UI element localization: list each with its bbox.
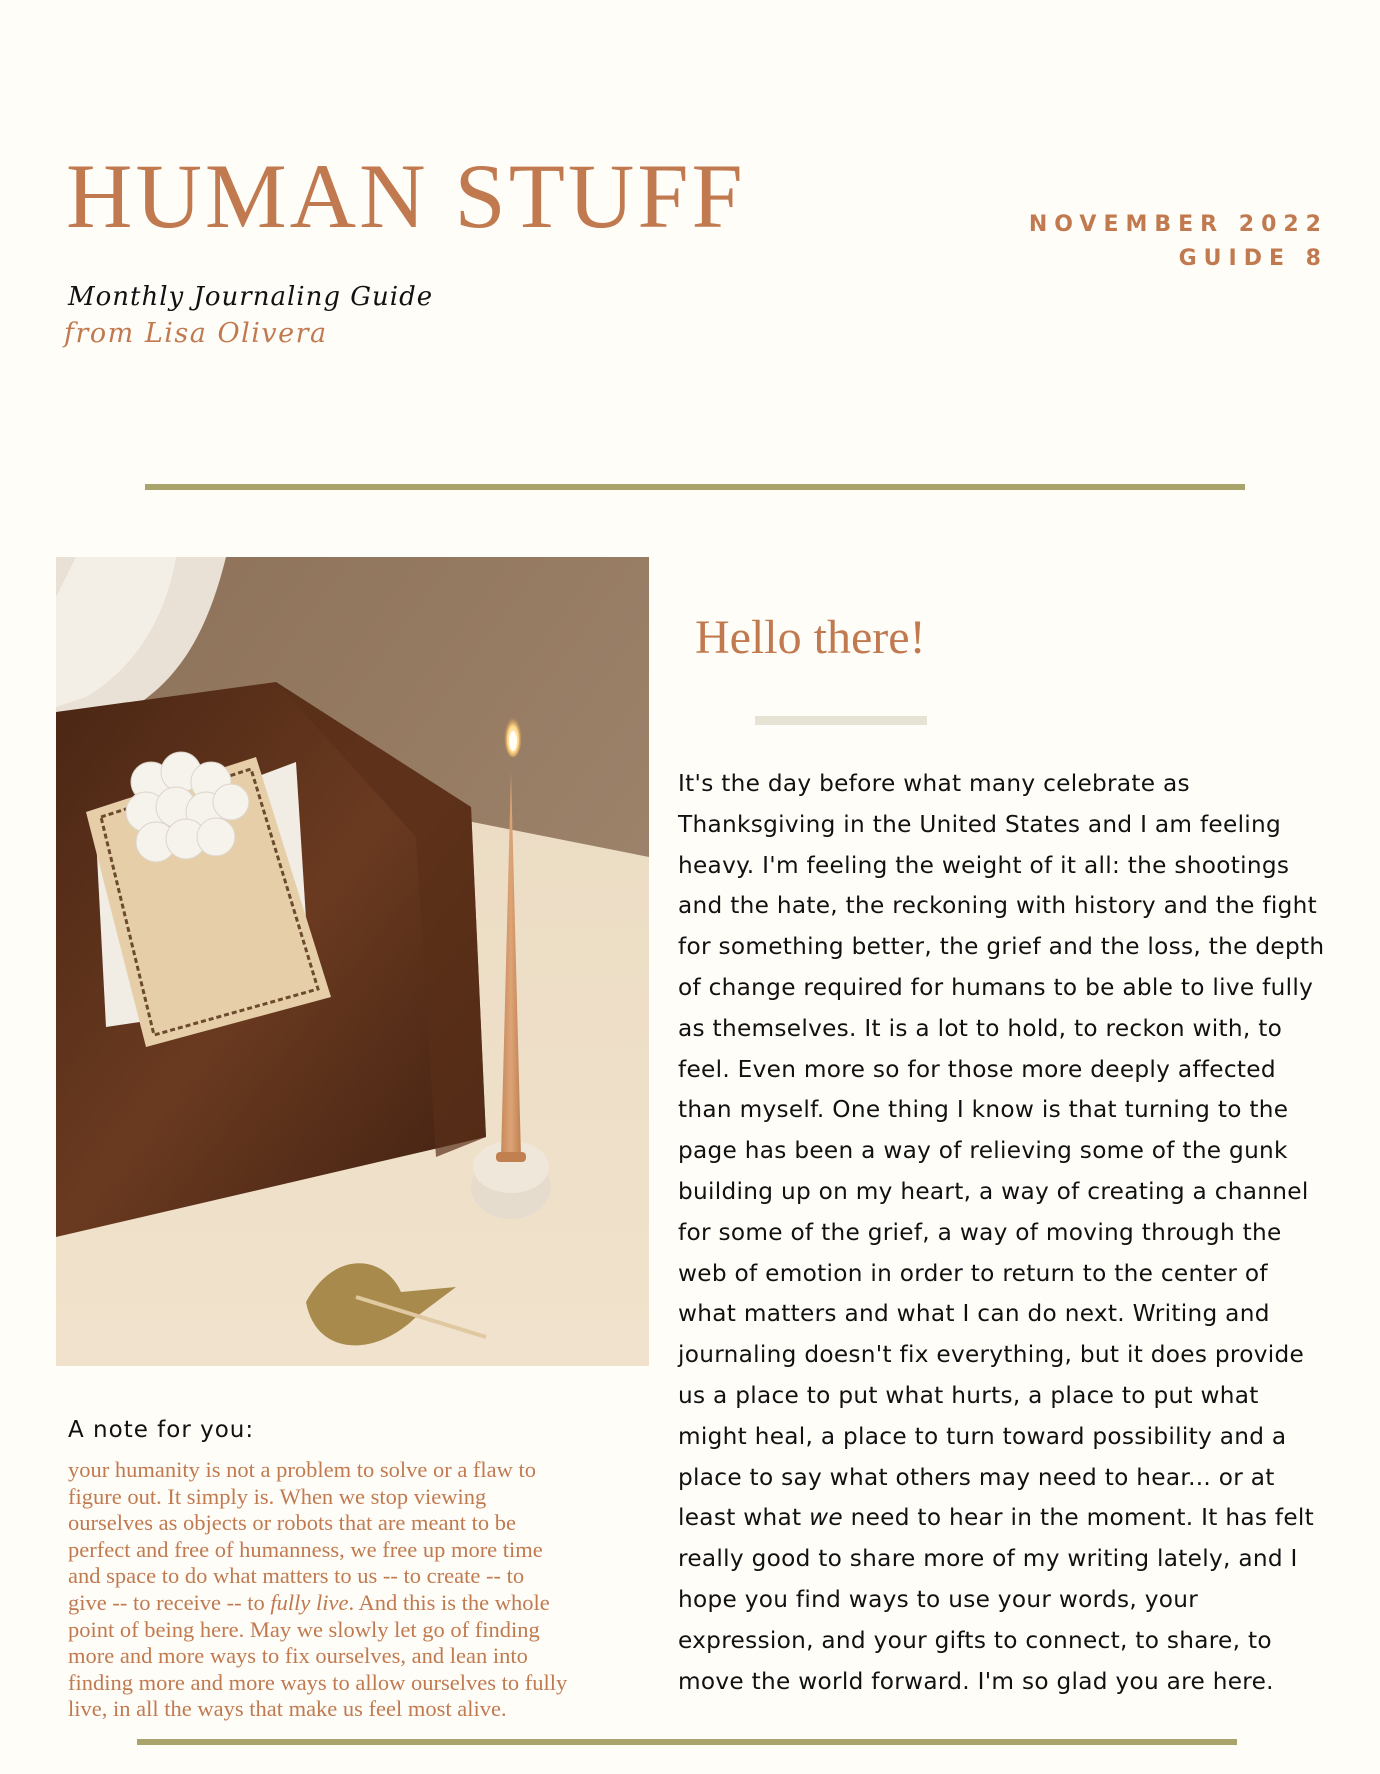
note-text: . And this is the whole <box>348 1589 550 1615</box>
letter-line: as themselves. It is a lot to hold, to reckon with, to <box>678 1014 1283 1042</box>
newsletter-subtitle: Monthly Journaling Guide <box>68 282 434 312</box>
photo-candle-books-icon <box>56 557 649 1366</box>
bottom-divider <box>137 1739 1237 1745</box>
note-text: give -- to receive -- to <box>68 1589 271 1615</box>
letter-line: hope you find ways to use your words, your <box>678 1585 1199 1613</box>
note-line <box>68 1590 648 1617</box>
letter-line: and the hate, the reckoning with history and the fight <box>678 892 1318 920</box>
note-line: your humanity is not a problem to solve or a flaw to <box>68 1457 537 1482</box>
letter-line: of change required for humans to be able to live fully <box>678 973 1314 1001</box>
note-line: more and more ways to fix ourselves, and lean into <box>68 1643 528 1669</box>
note-line: figure out. It simply is. When we stop viewing <box>68 1483 487 1509</box>
note-line: finding more and more ways to allow ourselves to fully <box>68 1669 568 1695</box>
note-line: live, in all the ways that make us feel most alive. <box>68 1696 507 1722</box>
letter-line: It's the day before what many celebrate as <box>678 770 1190 797</box>
letter-text: need to hear in the moment. It has felt <box>842 1504 1315 1532</box>
letter-line: than myself. One thing I know is that turning to the <box>678 1096 1289 1124</box>
issue-info <box>1029 208 1328 276</box>
issue-number: GUIDE 8 <box>1178 246 1328 271</box>
note-line: perfect and free of humanness, we free up more time <box>68 1536 543 1562</box>
letter-line: move the world forward. I'm so glad you are here. <box>678 1667 1274 1695</box>
letter-body <box>678 764 1378 1702</box>
letter-emphasis: we <box>809 1504 843 1532</box>
letter-heading: Hello there! <box>695 611 926 664</box>
letter-line: journaling doesn't fix everything, but it does provide <box>678 1341 1305 1369</box>
note-emphasis: fully live <box>270 1589 349 1615</box>
letter-line: really good to share more of my writing lately, and I <box>678 1545 1298 1573</box>
letter-line: for something better, the grief and the loss, the depth <box>678 933 1325 961</box>
letter-line: building up on my heart, a way of creating a channel <box>678 1177 1309 1205</box>
heading-rule <box>755 716 927 725</box>
letter-text: least what <box>678 1504 810 1532</box>
note-line: point of being here. May we slowly let go of finding <box>68 1616 540 1642</box>
author-line: from Lisa Olivera <box>64 318 328 349</box>
letter-line: might heal, a place to turn toward possibility and a <box>678 1422 1287 1450</box>
letter-line: place to say what others may need to hear... or at <box>678 1463 1275 1491</box>
issue-date: NOVEMBER 2022 <box>1028 212 1328 237</box>
letter-line: web of emotion in order to return to the center of <box>678 1259 1268 1287</box>
letter-line <box>678 1498 1378 1539</box>
letter-line: feel. Even more so for those more deeply affected <box>678 1055 1276 1083</box>
newsletter-title: HUMAN STUFF <box>66 145 746 247</box>
note-body <box>68 1457 648 1723</box>
letter-line: us a place to put what hurts, a place to put what <box>678 1381 1259 1409</box>
letter-line: expression, and your gifts to connect, to share, to <box>678 1626 1272 1654</box>
letter-line: heavy. I'm feeling the weight of it all: the shootings <box>678 851 1290 879</box>
letter-line: what matters and what I can do next. Writing and <box>678 1300 1270 1328</box>
letter-line: Thanksgiving in the United States and I am feeling <box>678 810 1282 838</box>
note-line: and space to do what matters to us -- to create -- to <box>68 1563 525 1589</box>
hero-photo <box>56 557 649 1366</box>
letter-line: for some of the grief, a way of moving through the <box>678 1218 1282 1246</box>
note-line: ourselves as objects or robots that are meant to be <box>68 1510 516 1536</box>
top-divider <box>145 484 1245 490</box>
letter-line: page has been a way of relieving some of the gunk <box>678 1137 1288 1165</box>
note-label: A note for you: <box>68 1417 255 1443</box>
